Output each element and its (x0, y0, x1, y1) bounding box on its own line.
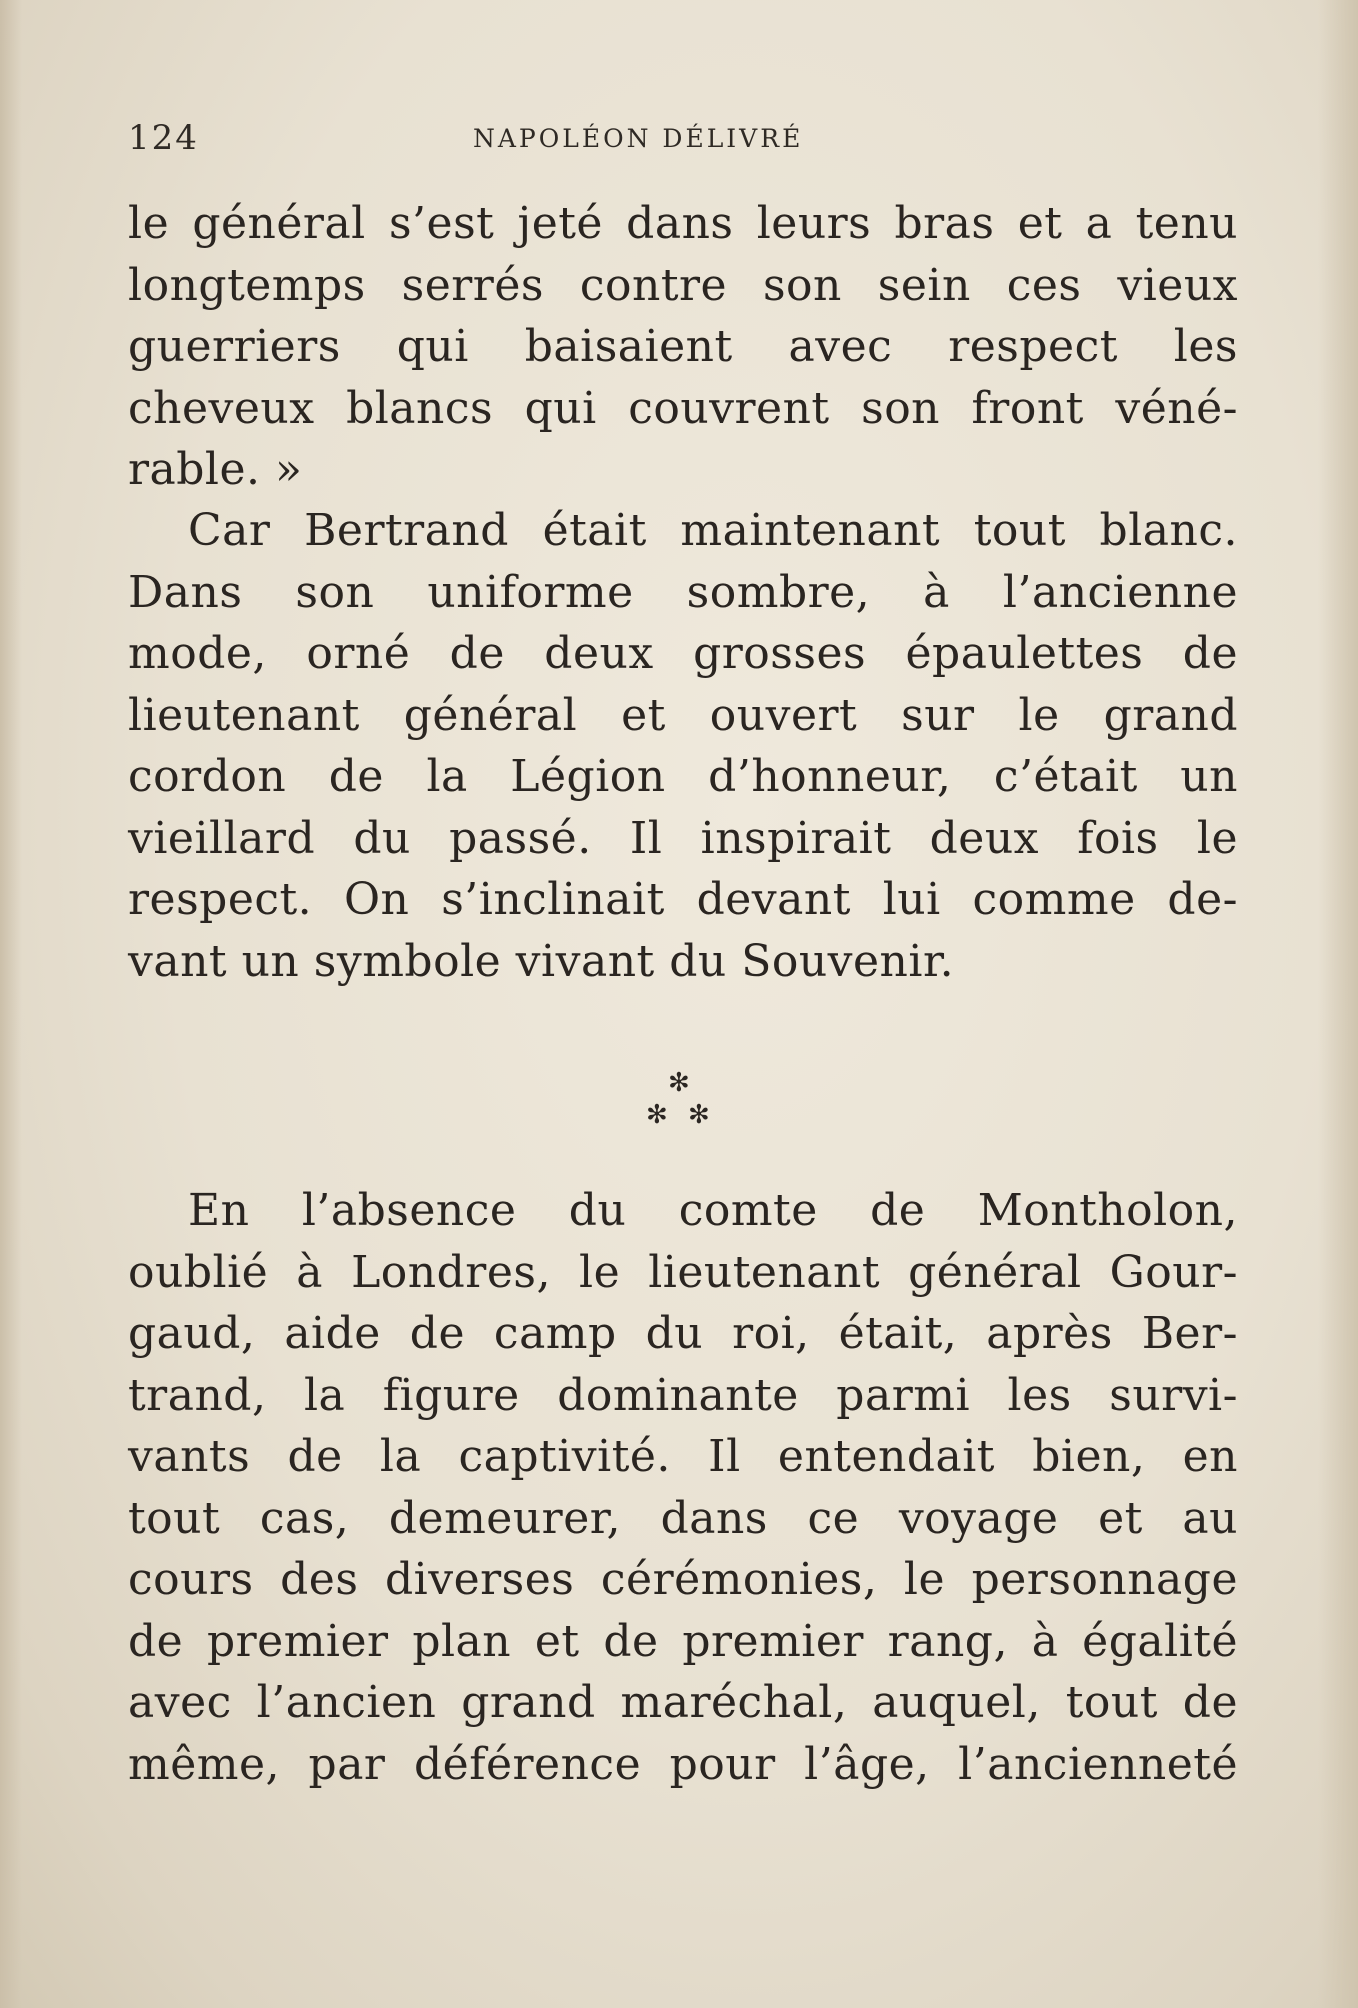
text-line: trand, la figure dominante parmi les survi- (128, 1369, 1238, 1421)
text-line: mode, orné de deux grosses épaulettes de (128, 628, 1238, 679)
text-line: rable. » (128, 444, 303, 495)
text-line: gaud, aide de camp du roi, était, après Ber- (128, 1308, 1238, 1359)
text-line: Car Bertrand était maintenant tout blanc. (188, 505, 1238, 556)
text-line: En l’absence du comte de Montholon, (188, 1185, 1238, 1236)
page-header (128, 118, 1238, 158)
paragraph-bertrand (128, 500, 1238, 992)
text-line: tout cas, demeurer, dans ce voyage et au (128, 1492, 1238, 1544)
page-edge-shadow-left (0, 0, 22, 2008)
page-edge-shadow-right (1318, 0, 1358, 2008)
text-line: lieutenant général et ouvert sur le grand (128, 689, 1238, 741)
text-line: de premier plan et de premier rang, à égalité (128, 1615, 1238, 1667)
text-line: le général s’est jeté dans leurs bras et a tenu (128, 198, 1238, 249)
text-line: vants de la captivité. Il entendait bien, en (128, 1431, 1238, 1482)
text-line: cordon de la Légion d’honneur, c’était un (128, 751, 1238, 802)
asterism-star: ✻ (668, 1068, 690, 1098)
text-line: cheveux blancs qui couvrent son front véné- (128, 382, 1238, 434)
paragraph-quote-end (128, 193, 1238, 501)
asterism-star: ✻ (688, 1100, 710, 1130)
text-line: même, par déférence pour l’âge, l’ancienneté (128, 1738, 1238, 1790)
paragraph-gourgaud (128, 1180, 1238, 1795)
text-line: cours des diverses cérémonies, le personnage (128, 1554, 1238, 1605)
page-number: 124 (128, 118, 199, 158)
asterism-star: ✻ (646, 1100, 668, 1130)
text-line: vieillard du passé. Il inspirait deux fois le (128, 812, 1238, 864)
asterism-separator (640, 1070, 720, 1140)
text-line: longtemps serrés contre son sein ces vieux (128, 259, 1238, 311)
text-line: guerriers qui baisaient avec respect les (128, 321, 1238, 372)
running-title: NAPOLÉON DÉLIVRÉ (473, 124, 804, 153)
text-line: oublié à Londres, le lieutenant général Gour- (128, 1246, 1238, 1298)
text-line: Dans son uniforme sombre, à l’ancienne (128, 566, 1238, 618)
text-line: vant un symbole vivant du Souvenir. (128, 935, 955, 987)
text-line: avec l’ancien grand maréchal, auquel, tout de (128, 1677, 1238, 1728)
text-line: respect. On s’inclinait devant lui comme de- (128, 874, 1238, 925)
